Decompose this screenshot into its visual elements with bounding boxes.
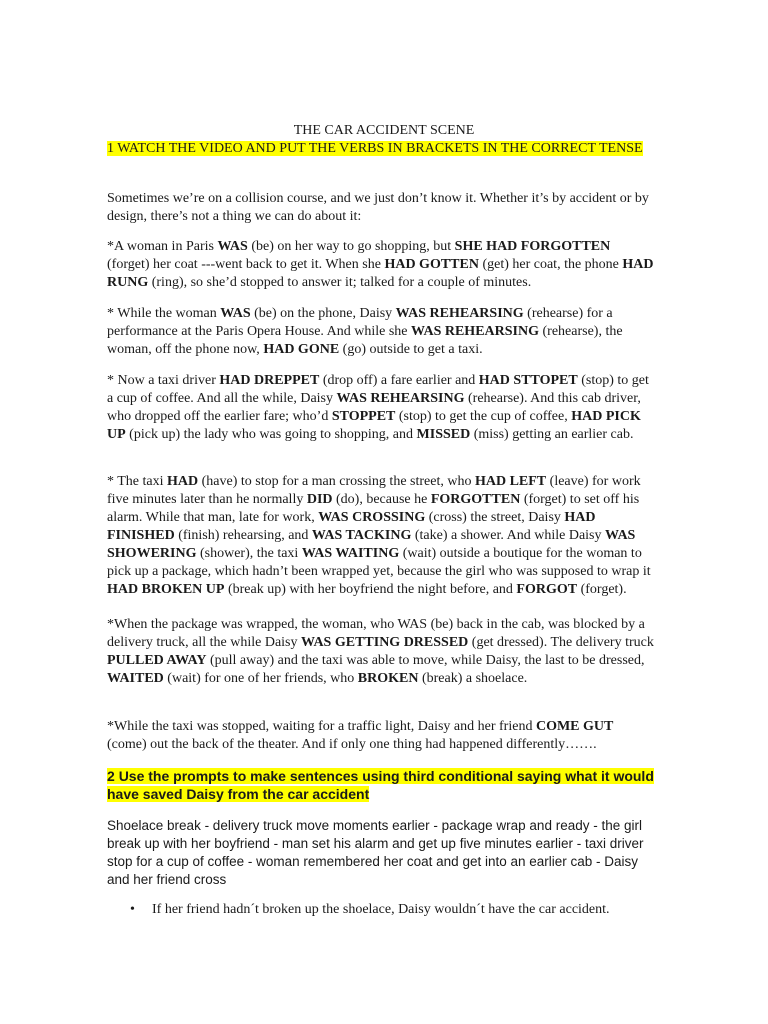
answer-list-item: • If her friend hadn´t broken up the shoelace, Daisy wouldn´t have the car accident. (130, 901, 660, 919)
paragraph-3 (107, 372, 655, 444)
filled-verb: SHE HAD FORGOTTEN (454, 239, 611, 254)
paragraph-2 (107, 305, 655, 359)
filled-verb: WAS (217, 239, 248, 254)
paragraph-text: (have) to stop for a man crossing the street, who (198, 474, 475, 489)
paragraph-text: (rehearse) for a performance at the Paris Opera House. And while she (107, 306, 613, 339)
filled-verb: WAS TACKING (311, 528, 412, 543)
filled-verb: HAD DREPPET (219, 373, 320, 388)
paragraph-text: (forget) her coat ---went back to get it. When she (107, 257, 385, 272)
filled-verb: WAS REHEARSING (395, 306, 524, 321)
paragraph-text: (break) a shoelace. (418, 671, 528, 686)
paragraph-text: (forget) to set off his alarm. While that man, late for work, (107, 492, 640, 525)
paragraph-text: (cross) the street, Daisy (425, 510, 565, 525)
paragraph-text: (leave) for work five minutes later than he normally (107, 474, 641, 507)
section1-heading-text: 1 WATCH THE VIDEO AND PUT THE VERBS IN BRACKETS IN THE CORRECT TENSE (107, 141, 643, 156)
filled-verb: DID (306, 492, 333, 507)
filled-verb: WAS CROSSING (318, 510, 426, 525)
paragraph-text: (come) out the back of the theater. And if only one thing had happened differently……. (107, 737, 597, 752)
paragraph-4 (107, 473, 655, 599)
filled-verb: FORGOT (516, 582, 578, 597)
filled-verb: PULLED AWAY (107, 653, 207, 668)
paragraph-text: *While the taxi was stopped, waiting for a traffic light, Daisy and her friend (107, 719, 536, 734)
filled-verb: WAS REHEARSING (411, 324, 539, 339)
filled-verb: WAITED (107, 671, 164, 686)
paragraph-text: (rehearse). And this cab driver, who dropped off the earlier fare; who’d (107, 391, 641, 424)
paragraph-text: (shower), the taxi (196, 546, 302, 561)
paragraph-text: * The taxi (107, 474, 168, 489)
paragraph-text: Sometimes we’re on a collision course, and we just don’t know it. Whether it’s by accident or by design, there’s not a thing we can do about it: (107, 191, 649, 224)
paragraph-text: (drop off) a fare earlier and (319, 373, 479, 388)
prompts-paragraph: Shoelace break - delivery truck move moments earlier - package wrap and ready - the girl break up with her boyfriend - man set his alarm and get up five minutes earlier - taxi driver stop for a cup of coffee - woman remembered her coat and get into an earlier cab - Daisy and her friend cross (107, 818, 644, 887)
filled-verb: HAD GOTTEN (384, 257, 479, 272)
paragraph-text: (be) on her way to go shopping, but (247, 239, 455, 254)
filled-verb: STOPPET (331, 409, 396, 424)
paragraph-text: (do), because he (332, 492, 431, 507)
section2-heading-text: Use the prompts to make sentences using third conditional saying what it would have saved Daisy from the car accident (107, 768, 654, 802)
paragraph-6 (107, 718, 655, 754)
paragraph-text: (rehearse), the woman, off the phone now, (107, 324, 623, 357)
paragraph-text: (wait) outside a boutique for the woman to pick up a package, which hadn’t been wrapped yet, because the girl who was supposed to wrap it (107, 546, 651, 579)
filled-verb: HAD GONE (263, 342, 340, 357)
paragraph-text: (get) her coat, the phone (478, 257, 623, 272)
paragraph-text: (wait) for one of her friends, who (163, 671, 358, 686)
paragraph-text: (stop) to get a cup of coffee. And all the while, Daisy (107, 373, 649, 406)
filled-verb: HAD LEFT (474, 474, 547, 489)
intro-paragraph (107, 190, 655, 226)
paragraph-text: (stop) to get the cup of coffee, (395, 409, 572, 424)
section2-heading (107, 767, 655, 803)
paragraph-1 (107, 238, 655, 292)
paragraph-text: * While the woman (107, 306, 221, 321)
paragraph-text: (get dressed). The delivery truck (468, 635, 654, 650)
filled-verb: HAD FINISHED (107, 510, 596, 543)
filled-verb: HAD RUNG (107, 257, 654, 290)
filled-verb: WAS GETTING DRESSED (301, 635, 469, 650)
filled-verb: WAS (220, 306, 251, 321)
paragraph-text: (miss) getting an earlier cab. (470, 427, 634, 442)
section1-heading (107, 140, 655, 158)
section2-heading-highlight (107, 768, 654, 802)
paragraph-text: (be) on the phone, Daisy (250, 306, 396, 321)
paragraph-text: (pick up) the lady who was going to shopping, and (125, 427, 417, 442)
paragraph-text: (ring), so she’d stopped to answer it; talked for a couple of minutes. (148, 275, 532, 290)
paragraph-text: (go) outside to get a taxi. (339, 342, 483, 357)
filled-verb: MISSED (416, 427, 471, 442)
filled-verb: HAD STTOPET (478, 373, 578, 388)
filled-verb: BROKEN (357, 671, 419, 686)
filled-verb: HAD BROKEN UP (107, 582, 225, 597)
paragraph-5 (107, 616, 655, 688)
filled-verb: COME GUT (535, 719, 614, 734)
paragraph-text: *When the package was wrapped, the woman, who WAS (be) back in the cab, was blocked by a delivery truck, all the while Daisy (107, 617, 645, 650)
paragraph-text: (finish) rehearsing, and (174, 528, 312, 543)
filled-verb: HAD PICK UP (107, 409, 641, 442)
paragraph-text: (take) a shower. And while Daisy (411, 528, 605, 543)
paragraph-text: (break up) with her boyfriend the night before, and (224, 582, 517, 597)
paragraph-text: (pull away) and the taxi was able to move, while Daisy, the last to be dressed, (206, 653, 645, 668)
filled-verb: FORGOTTEN (430, 492, 521, 507)
answer-list (130, 901, 660, 919)
filled-verb: WAS WAITING (301, 546, 400, 561)
filled-verb: HAD (167, 474, 199, 489)
paragraph-text: *A woman in Paris (107, 239, 218, 254)
document-title: THE CAR ACCIDENT SCENE (293, 123, 475, 138)
paragraph-text: (forget). (577, 582, 627, 597)
filled-verb: WAS REHEARSING (336, 391, 465, 406)
filled-verb: WAS SHOWERING (107, 528, 636, 561)
paragraph-text: * Now a taxi driver (107, 373, 220, 388)
section2-number: 2 (107, 768, 115, 784)
